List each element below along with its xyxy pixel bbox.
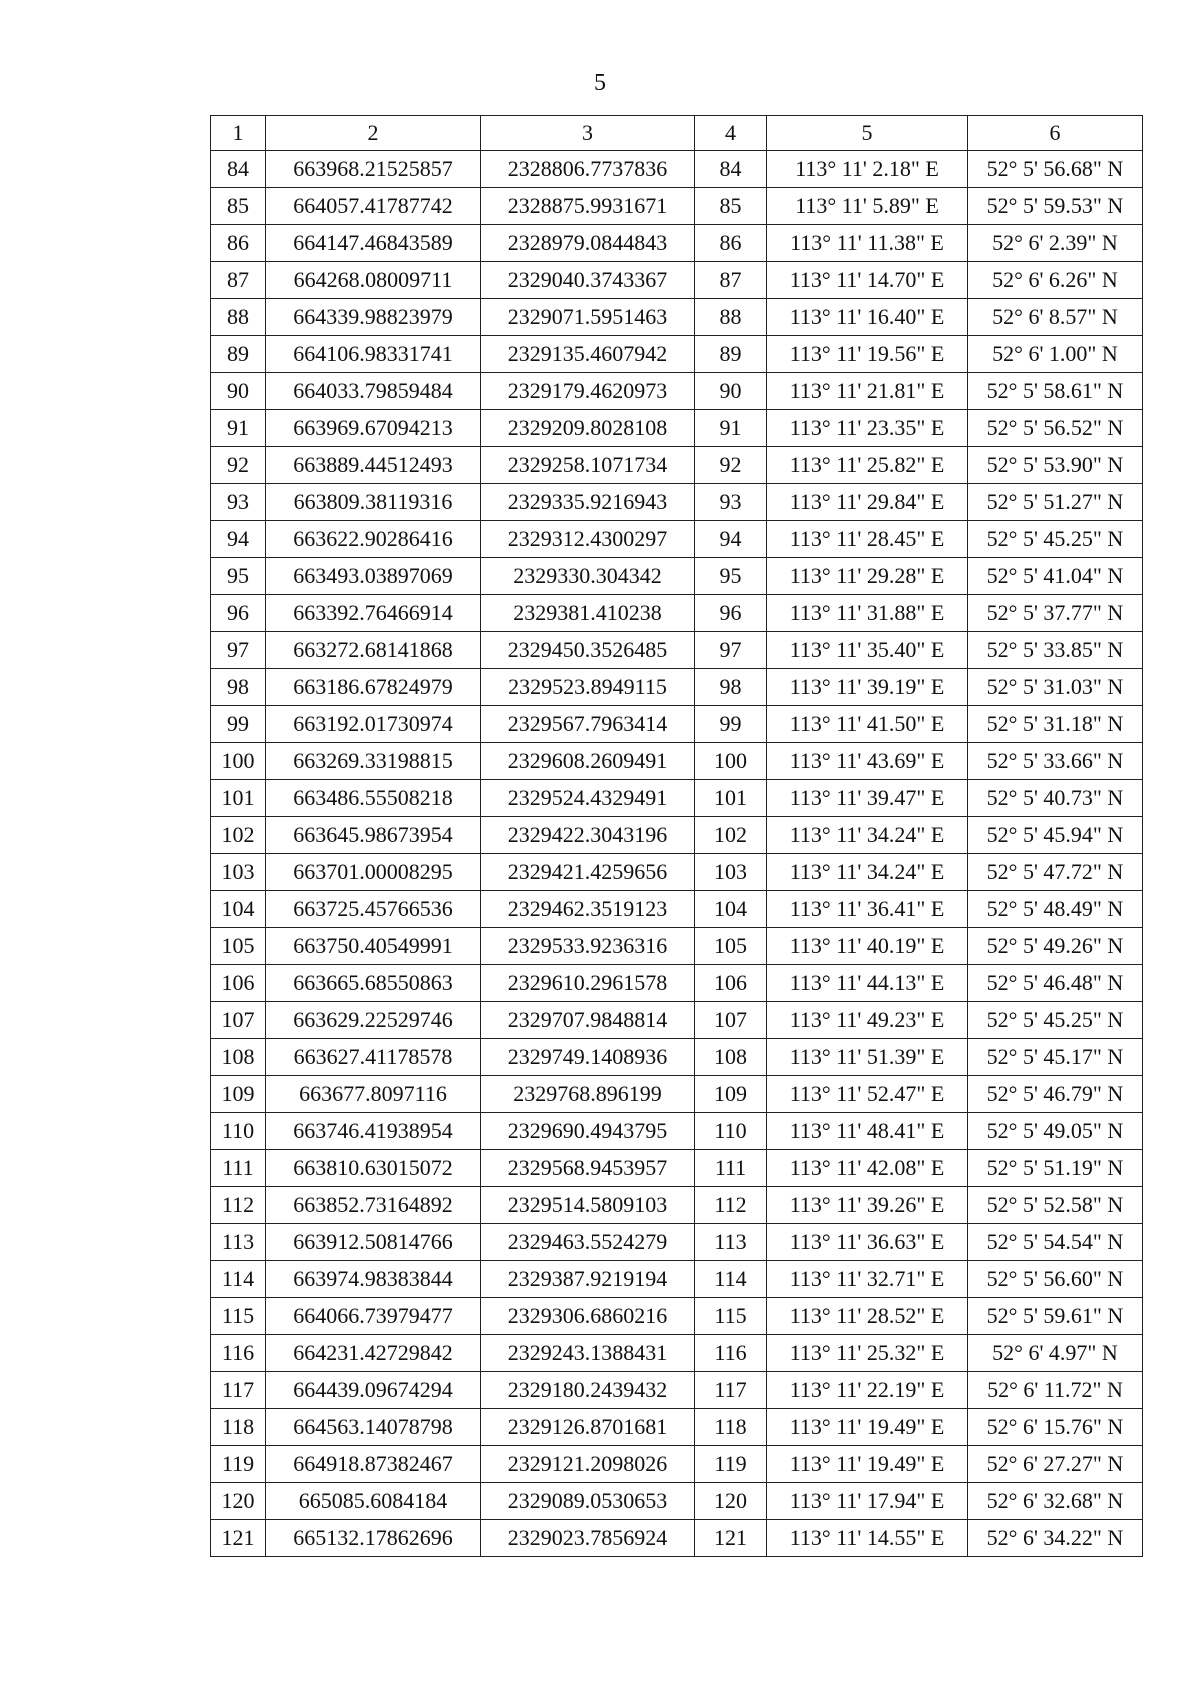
y-coordinate-cell: 2329568.9453957: [481, 1150, 695, 1187]
x-coordinate-cell: 664066.73979477: [266, 1298, 481, 1335]
y-coordinate-cell: 2328979.0844843: [481, 225, 695, 262]
point-number-cell: 111: [695, 1150, 767, 1187]
longitude-cell: 113° 11' 19.49" E: [767, 1409, 968, 1446]
table-row: [211, 706, 1143, 743]
point-number-cell: 97: [695, 632, 767, 669]
latitude-cell: 52° 5' 56.52" N: [968, 410, 1143, 447]
longitude-cell: 113° 11' 29.84" E: [767, 484, 968, 521]
longitude-cell: 113° 11' 25.32" E: [767, 1335, 968, 1372]
y-coordinate-cell: 2328806.7737836: [481, 151, 695, 188]
x-coordinate-cell: 664563.14078798: [266, 1409, 481, 1446]
latitude-cell: 52° 5' 59.61" N: [968, 1298, 1143, 1335]
x-coordinate-cell: 663810.63015072: [266, 1150, 481, 1187]
y-coordinate-cell: 2329243.1388431: [481, 1335, 695, 1372]
point-number-cell: 114: [695, 1261, 767, 1298]
x-coordinate-cell: 664268.08009711: [266, 262, 481, 299]
table-row: [211, 1039, 1143, 1076]
point-number-cell: 95: [695, 558, 767, 595]
latitude-cell: 52° 6' 6.26" N: [968, 262, 1143, 299]
x-coordinate-cell: 664057.41787742: [266, 188, 481, 225]
longitude-cell: 113° 11' 31.88" E: [767, 595, 968, 632]
latitude-cell: 52° 6' 32.68" N: [968, 1483, 1143, 1520]
table-row: [211, 1224, 1143, 1261]
y-coordinate-cell: 2329768.896199: [481, 1076, 695, 1113]
latitude-cell: 52° 5' 52.58" N: [968, 1187, 1143, 1224]
longitude-cell: 113° 11' 11.38" E: [767, 225, 968, 262]
table-row: [211, 1335, 1143, 1372]
y-coordinate-cell: 2329312.4300297: [481, 521, 695, 558]
table-row: [211, 1446, 1143, 1483]
latitude-cell: 52° 6' 34.22" N: [968, 1520, 1143, 1557]
point-number-cell: 89: [211, 336, 266, 373]
table-row: [211, 225, 1143, 262]
point-number-cell: 121: [695, 1520, 767, 1557]
point-number-cell: 95: [211, 558, 266, 595]
longitude-cell: 113° 11' 28.52" E: [767, 1298, 968, 1335]
latitude-cell: 52° 5' 48.49" N: [968, 891, 1143, 928]
column-header: 5: [767, 116, 968, 151]
longitude-cell: 113° 11' 17.94" E: [767, 1483, 968, 1520]
x-coordinate-cell: 664439.09674294: [266, 1372, 481, 1409]
page-number: 5: [594, 70, 606, 96]
y-coordinate-cell: 2329209.8028108: [481, 410, 695, 447]
longitude-cell: 113° 11' 36.63" E: [767, 1224, 968, 1261]
longitude-cell: 113° 11' 19.49" E: [767, 1446, 968, 1483]
y-coordinate-cell: 2329707.9848814: [481, 1002, 695, 1039]
latitude-cell: 52° 5' 46.48" N: [968, 965, 1143, 1002]
x-coordinate-cell: 663269.33198815: [266, 743, 481, 780]
longitude-cell: 113° 11' 19.56" E: [767, 336, 968, 373]
table-row: [211, 891, 1143, 928]
table-row: [211, 1483, 1143, 1520]
x-coordinate-cell: 663968.21525857: [266, 151, 481, 188]
table-row: [211, 1113, 1143, 1150]
longitude-cell: 113° 11' 40.19" E: [767, 928, 968, 965]
table-body: [211, 151, 1143, 1557]
point-number-cell: 115: [695, 1298, 767, 1335]
point-number-cell: 117: [211, 1372, 266, 1409]
point-number-cell: 87: [211, 262, 266, 299]
point-number-cell: 106: [695, 965, 767, 1002]
x-coordinate-cell: 664339.98823979: [266, 299, 481, 336]
x-coordinate-cell: 663750.40549991: [266, 928, 481, 965]
y-coordinate-cell: 2329126.8701681: [481, 1409, 695, 1446]
point-number-cell: 96: [695, 595, 767, 632]
latitude-cell: 52° 6' 15.76" N: [968, 1409, 1143, 1446]
point-number-cell: 84: [211, 151, 266, 188]
table-row: [211, 336, 1143, 373]
table-row: [211, 632, 1143, 669]
point-number-cell: 92: [695, 447, 767, 484]
y-coordinate-cell: 2329421.4259656: [481, 854, 695, 891]
table-row: [211, 521, 1143, 558]
column-header: 1: [211, 116, 266, 151]
table-row: [211, 595, 1143, 632]
point-number-cell: 120: [211, 1483, 266, 1520]
longitude-cell: 113° 11' 34.24" E: [767, 817, 968, 854]
latitude-cell: 52° 5' 51.19" N: [968, 1150, 1143, 1187]
latitude-cell: 52° 5' 45.17" N: [968, 1039, 1143, 1076]
y-coordinate-cell: 2329306.6860216: [481, 1298, 695, 1335]
point-number-cell: 116: [211, 1335, 266, 1372]
table-row: [211, 373, 1143, 410]
longitude-cell: 113° 11' 34.24" E: [767, 854, 968, 891]
point-number-cell: 88: [211, 299, 266, 336]
latitude-cell: 52° 5' 33.66" N: [968, 743, 1143, 780]
longitude-cell: 113° 11' 48.41" E: [767, 1113, 968, 1150]
point-number-cell: 103: [211, 854, 266, 891]
point-number-cell: 89: [695, 336, 767, 373]
point-number-cell: 121: [211, 1520, 266, 1557]
table-row: [211, 1150, 1143, 1187]
point-number-cell: 109: [695, 1076, 767, 1113]
latitude-cell: 52° 6' 8.57" N: [968, 299, 1143, 336]
point-number-cell: 102: [695, 817, 767, 854]
point-number-cell: 106: [211, 965, 266, 1002]
longitude-cell: 113° 11' 52.47" E: [767, 1076, 968, 1113]
point-number-cell: 93: [211, 484, 266, 521]
point-number-cell: 97: [211, 632, 266, 669]
table-row: [211, 558, 1143, 595]
latitude-cell: 52° 5' 33.85" N: [968, 632, 1143, 669]
latitude-cell: 52° 5' 49.05" N: [968, 1113, 1143, 1150]
latitude-cell: 52° 6' 4.97" N: [968, 1335, 1143, 1372]
y-coordinate-cell: 2329524.4329491: [481, 780, 695, 817]
point-number-cell: 98: [211, 669, 266, 706]
point-number-cell: 100: [695, 743, 767, 780]
table-row: [211, 1520, 1143, 1557]
longitude-cell: 113° 11' 51.39" E: [767, 1039, 968, 1076]
longitude-cell: 113° 11' 14.55" E: [767, 1520, 968, 1557]
point-number-cell: 107: [695, 1002, 767, 1039]
y-coordinate-cell: 2329180.2439432: [481, 1372, 695, 1409]
table-row: [211, 1261, 1143, 1298]
x-coordinate-cell: 663746.41938954: [266, 1113, 481, 1150]
point-number-cell: 98: [695, 669, 767, 706]
y-coordinate-cell: 2329089.0530653: [481, 1483, 695, 1520]
point-number-cell: 118: [211, 1409, 266, 1446]
point-number-cell: 109: [211, 1076, 266, 1113]
x-coordinate-cell: 663272.68141868: [266, 632, 481, 669]
x-coordinate-cell: 663627.41178578: [266, 1039, 481, 1076]
y-coordinate-cell: 2329608.2609491: [481, 743, 695, 780]
point-number-cell: 85: [211, 188, 266, 225]
x-coordinate-cell: 663889.44512493: [266, 447, 481, 484]
table-row: [211, 743, 1143, 780]
longitude-cell: 113° 11' 22.19" E: [767, 1372, 968, 1409]
longitude-cell: 113° 11' 29.28" E: [767, 558, 968, 595]
point-number-cell: 86: [695, 225, 767, 262]
y-coordinate-cell: 2329330.304342: [481, 558, 695, 595]
table-row: [211, 188, 1143, 225]
table-header-row: [211, 116, 1143, 151]
column-header: 6: [968, 116, 1143, 151]
x-coordinate-cell: 663665.68550863: [266, 965, 481, 1002]
x-coordinate-cell: 663974.98383844: [266, 1261, 481, 1298]
table-row: [211, 447, 1143, 484]
point-number-cell: 117: [695, 1372, 767, 1409]
y-coordinate-cell: 2329121.2098026: [481, 1446, 695, 1483]
x-coordinate-cell: 663645.98673954: [266, 817, 481, 854]
latitude-cell: 52° 5' 45.94" N: [968, 817, 1143, 854]
table-row: [211, 1372, 1143, 1409]
latitude-cell: 52° 5' 56.60" N: [968, 1261, 1143, 1298]
longitude-cell: 113° 11' 39.47" E: [767, 780, 968, 817]
table-row: [211, 965, 1143, 1002]
point-number-cell: 90: [211, 373, 266, 410]
longitude-cell: 113° 11' 42.08" E: [767, 1150, 968, 1187]
column-header: 3: [481, 116, 695, 151]
x-coordinate-cell: 663622.90286416: [266, 521, 481, 558]
table-row: [211, 484, 1143, 521]
longitude-cell: 113° 11' 43.69" E: [767, 743, 968, 780]
point-number-cell: 118: [695, 1409, 767, 1446]
x-coordinate-cell: 663486.55508218: [266, 780, 481, 817]
point-number-cell: 112: [695, 1187, 767, 1224]
latitude-cell: 52° 5' 46.79" N: [968, 1076, 1143, 1113]
y-coordinate-cell: 2329335.9216943: [481, 484, 695, 521]
longitude-cell: 113° 11' 39.26" E: [767, 1187, 968, 1224]
point-number-cell: 99: [211, 706, 266, 743]
y-coordinate-cell: 2329567.7963414: [481, 706, 695, 743]
latitude-cell: 52° 5' 53.90" N: [968, 447, 1143, 484]
coordinates-table: [210, 115, 1143, 1557]
latitude-cell: 52° 5' 31.03" N: [968, 669, 1143, 706]
longitude-cell: 113° 11' 21.81" E: [767, 373, 968, 410]
longitude-cell: 113° 11' 16.40" E: [767, 299, 968, 336]
point-number-cell: 111: [211, 1150, 266, 1187]
y-coordinate-cell: 2329071.5951463: [481, 299, 695, 336]
point-number-cell: 84: [695, 151, 767, 188]
x-coordinate-cell: 663392.76466914: [266, 595, 481, 632]
table-row: [211, 262, 1143, 299]
point-number-cell: 99: [695, 706, 767, 743]
longitude-cell: 113° 11' 32.71" E: [767, 1261, 968, 1298]
y-coordinate-cell: 2329387.9219194: [481, 1261, 695, 1298]
latitude-cell: 52° 5' 58.61" N: [968, 373, 1143, 410]
table-row: [211, 928, 1143, 965]
x-coordinate-cell: 664033.79859484: [266, 373, 481, 410]
table-row: [211, 410, 1143, 447]
longitude-cell: 113° 11' 49.23" E: [767, 1002, 968, 1039]
x-coordinate-cell: 664231.42729842: [266, 1335, 481, 1372]
y-coordinate-cell: 2329450.3526485: [481, 632, 695, 669]
x-coordinate-cell: 663809.38119316: [266, 484, 481, 521]
latitude-cell: 52° 5' 56.68" N: [968, 151, 1143, 188]
point-number-cell: 107: [211, 1002, 266, 1039]
latitude-cell: 52° 6' 11.72" N: [968, 1372, 1143, 1409]
y-coordinate-cell: 2329135.4607942: [481, 336, 695, 373]
table-row: [211, 1409, 1143, 1446]
point-number-cell: 105: [695, 928, 767, 965]
point-number-cell: 94: [211, 521, 266, 558]
y-coordinate-cell: 2329040.3743367: [481, 262, 695, 299]
longitude-cell: 113° 11' 41.50" E: [767, 706, 968, 743]
table-row: [211, 299, 1143, 336]
x-coordinate-cell: 663186.67824979: [266, 669, 481, 706]
x-coordinate-cell: 663725.45766536: [266, 891, 481, 928]
table-row: [211, 854, 1143, 891]
point-number-cell: 93: [695, 484, 767, 521]
latitude-cell: 52° 5' 37.77" N: [968, 595, 1143, 632]
point-number-cell: 101: [695, 780, 767, 817]
x-coordinate-cell: 663192.01730974: [266, 706, 481, 743]
point-number-cell: 102: [211, 817, 266, 854]
point-number-cell: 88: [695, 299, 767, 336]
point-number-cell: 91: [211, 410, 266, 447]
column-header: 2: [266, 116, 481, 151]
latitude-cell: 52° 5' 54.54" N: [968, 1224, 1143, 1261]
point-number-cell: 119: [695, 1446, 767, 1483]
latitude-cell: 52° 5' 45.25" N: [968, 521, 1143, 558]
y-coordinate-cell: 2329514.5809103: [481, 1187, 695, 1224]
point-number-cell: 86: [211, 225, 266, 262]
point-number-cell: 91: [695, 410, 767, 447]
longitude-cell: 113° 11' 39.19" E: [767, 669, 968, 706]
table-row: [211, 780, 1143, 817]
x-coordinate-cell: 664918.87382467: [266, 1446, 481, 1483]
point-number-cell: 108: [211, 1039, 266, 1076]
latitude-cell: 52° 5' 41.04" N: [968, 558, 1143, 595]
y-coordinate-cell: 2329610.2961578: [481, 965, 695, 1002]
latitude-cell: 52° 6' 27.27" N: [968, 1446, 1143, 1483]
point-number-cell: 119: [211, 1446, 266, 1483]
latitude-cell: 52° 5' 31.18" N: [968, 706, 1143, 743]
latitude-cell: 52° 6' 2.39" N: [968, 225, 1143, 262]
x-coordinate-cell: 663701.00008295: [266, 854, 481, 891]
latitude-cell: 52° 5' 45.25" N: [968, 1002, 1143, 1039]
latitude-cell: 52° 5' 59.53" N: [968, 188, 1143, 225]
table-row: [211, 1187, 1143, 1224]
latitude-cell: 52° 5' 47.72" N: [968, 854, 1143, 891]
point-number-cell: 113: [695, 1224, 767, 1261]
point-number-cell: 96: [211, 595, 266, 632]
table-row: [211, 817, 1143, 854]
x-coordinate-cell: 664147.46843589: [266, 225, 481, 262]
table-row: [211, 1002, 1143, 1039]
x-coordinate-cell: 665132.17862696: [266, 1520, 481, 1557]
x-coordinate-cell: 663493.03897069: [266, 558, 481, 595]
longitude-cell: 113° 11' 2.18" E: [767, 151, 968, 188]
point-number-cell: 105: [211, 928, 266, 965]
y-coordinate-cell: 2329381.410238: [481, 595, 695, 632]
point-number-cell: 104: [695, 891, 767, 928]
table-row: [211, 151, 1143, 188]
longitude-cell: 113° 11' 25.82" E: [767, 447, 968, 484]
longitude-cell: 113° 11' 23.35" E: [767, 410, 968, 447]
y-coordinate-cell: 2328875.9931671: [481, 188, 695, 225]
point-number-cell: 110: [211, 1113, 266, 1150]
longitude-cell: 113° 11' 36.41" E: [767, 891, 968, 928]
latitude-cell: 52° 6' 1.00" N: [968, 336, 1143, 373]
x-coordinate-cell: 663852.73164892: [266, 1187, 481, 1224]
longitude-cell: 113° 11' 14.70" E: [767, 262, 968, 299]
x-coordinate-cell: 663912.50814766: [266, 1224, 481, 1261]
point-number-cell: 115: [211, 1298, 266, 1335]
y-coordinate-cell: 2329690.4943795: [481, 1113, 695, 1150]
point-number-cell: 112: [211, 1187, 266, 1224]
y-coordinate-cell: 2329023.7856924: [481, 1520, 695, 1557]
point-number-cell: 94: [695, 521, 767, 558]
table-row: [211, 1076, 1143, 1113]
table-row: [211, 669, 1143, 706]
point-number-cell: 108: [695, 1039, 767, 1076]
y-coordinate-cell: 2329258.1071734: [481, 447, 695, 484]
x-coordinate-cell: 665085.6084184: [266, 1483, 481, 1520]
point-number-cell: 104: [211, 891, 266, 928]
table-row: [211, 1298, 1143, 1335]
point-number-cell: 120: [695, 1483, 767, 1520]
y-coordinate-cell: 2329422.3043196: [481, 817, 695, 854]
longitude-cell: 113° 11' 5.89" E: [767, 188, 968, 225]
y-coordinate-cell: 2329179.4620973: [481, 373, 695, 410]
point-number-cell: 116: [695, 1335, 767, 1372]
point-number-cell: 100: [211, 743, 266, 780]
column-header: 4: [695, 116, 767, 151]
x-coordinate-cell: 664106.98331741: [266, 336, 481, 373]
point-number-cell: 114: [211, 1261, 266, 1298]
x-coordinate-cell: 663677.8097116: [266, 1076, 481, 1113]
point-number-cell: 113: [211, 1224, 266, 1261]
point-number-cell: 101: [211, 780, 266, 817]
y-coordinate-cell: 2329462.3519123: [481, 891, 695, 928]
point-number-cell: 92: [211, 447, 266, 484]
y-coordinate-cell: 2329463.5524279: [481, 1224, 695, 1261]
longitude-cell: 113° 11' 35.40" E: [767, 632, 968, 669]
longitude-cell: 113° 11' 28.45" E: [767, 521, 968, 558]
point-number-cell: 90: [695, 373, 767, 410]
latitude-cell: 52° 5' 51.27" N: [968, 484, 1143, 521]
point-number-cell: 87: [695, 262, 767, 299]
x-coordinate-cell: 663629.22529746: [266, 1002, 481, 1039]
longitude-cell: 113° 11' 44.13" E: [767, 965, 968, 1002]
point-number-cell: 103: [695, 854, 767, 891]
x-coordinate-cell: 663969.67094213: [266, 410, 481, 447]
point-number-cell: 110: [695, 1113, 767, 1150]
y-coordinate-cell: 2329523.8949115: [481, 669, 695, 706]
y-coordinate-cell: 2329533.9236316: [481, 928, 695, 965]
latitude-cell: 52° 5' 40.73" N: [968, 780, 1143, 817]
y-coordinate-cell: 2329749.1408936: [481, 1039, 695, 1076]
latitude-cell: 52° 5' 49.26" N: [968, 928, 1143, 965]
point-number-cell: 85: [695, 188, 767, 225]
